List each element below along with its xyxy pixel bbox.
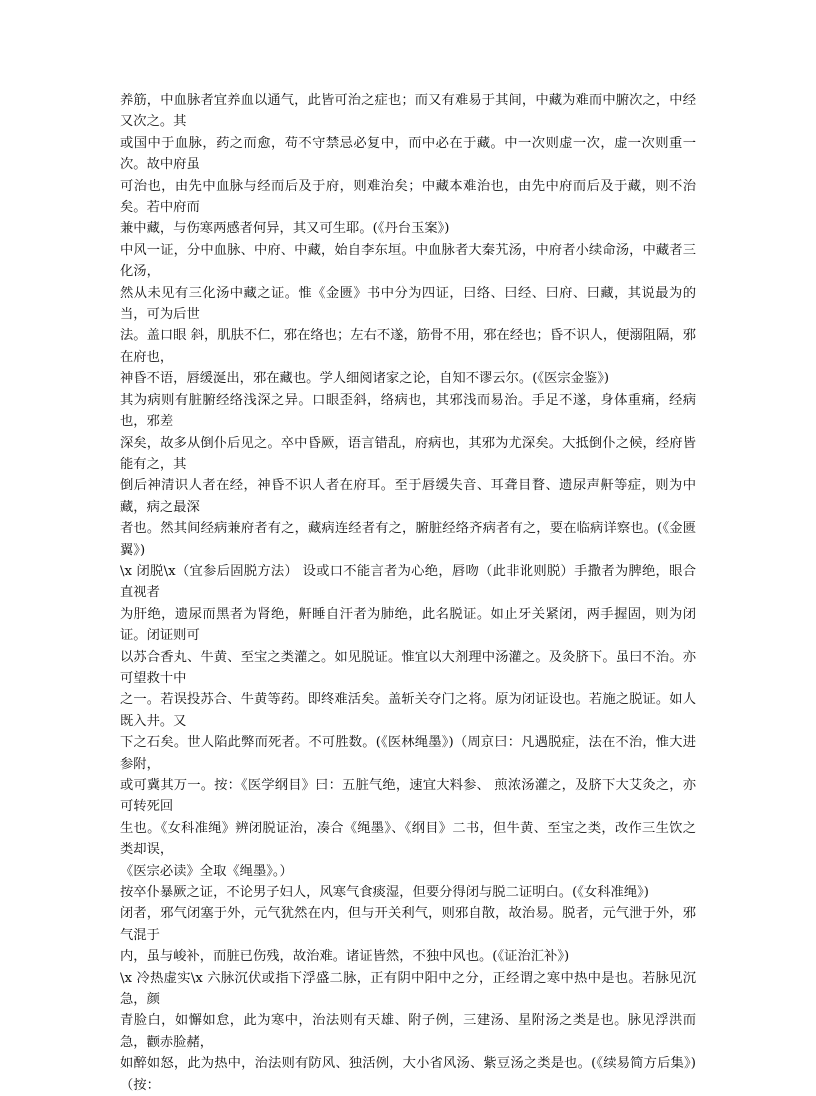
paragraph: 内，虽与峻补，而脏已伤残，故治难。诸证皆然，不独中风也。(《证治汇补》) (120, 949, 570, 965)
paragraph: 倒后神清识人者在经，神昏不识人者在府耳。至于唇缓失音、耳聋目瞀、遗尿声鼾等症，则为中藏，病之最深 (120, 478, 696, 515)
paragraph: 为肝绝，遗尿而黑者为肾绝，鼾睡自汗者为肺绝，此名脱证。如止牙关紧闭，两手握固，则为闭证。闭证则可 (120, 606, 696, 644)
paragraph: 兼中藏，与伤寒两感者何异，其又可生耶。(《丹台玉案》) (120, 221, 450, 237)
paragraph: 生也。《女科准绳》辨闭脱证治，凑合《绳墨》、《纲目》二书，但牛黄、至宝之类，改作三生饮之类却误， (120, 820, 696, 858)
paragraph: \x 闭脱\x（宜参后固脱方法） 设或口不能言者为心绝，唇吻（此非讹则脱）手撒者为脾绝，眼合直视者 (120, 563, 696, 601)
document-page (120, 90, 696, 1096)
paragraph: 按卒仆暴厥之证，不论男子妇人，风寒气食痰湿，但要分得闭与脱二证明白。(《女科准绳》) (120, 885, 649, 901)
paragraph: 法。盖口眼 斜，肌肤不仁，邪在络也；左右不遂，筋骨不用，邪在经也；昏不识人，便溺阻隔，邪在府也， (120, 328, 696, 365)
paragraph: 者也。然其间经病兼府者有之，藏病连经者有之，腑脏经络齐病者有之，要在临病详察也。(《金匮翼》) (120, 521, 696, 558)
paragraph: 或可冀其万一。按：《医学纲目》曰：五脏气绝，速宜大料参、 煎浓汤灌之，及脐下大艾灸之，亦可转死回 (120, 778, 696, 815)
paragraph: 《医宗必读》全取《绳墨》。） (120, 863, 293, 879)
paragraph: 中风一证，分中血脉、中府、中藏，始自李东垣。中血脉者大秦艽汤，中府者小续命汤，中藏者三化汤， (120, 242, 696, 280)
paragraph: 或国中于血脉，药之而愈，苟不守禁忌必复中，而中必在于藏。中一次则虚一次，虚一次则重一次。故中府虽 (120, 135, 696, 173)
paragraph: 深矣，故多从倒仆后见之。卒中昏厥，语言错乱，府病也，其邪为尤深矣。大抵倒仆之候，经府皆能有之，其 (120, 435, 696, 472)
paragraph: 可治也，由先中血脉与经而后及于府，则难治矣；中藏本难治也，由先中府而后及于藏，则不治矣。若中府而 (120, 178, 696, 216)
paragraph: 之一。若误投苏合、牛黄等药。即终难活矣。盖斩关夺门之将。原为闭证设也。若施之脱证。如人既入井。又 (120, 692, 696, 729)
paragraph: 如醉如怒，此为热中，治法则有防风、独活例，大小省风汤、紫豆汤之类是也。(《续易简方后集》)（按： (120, 1056, 696, 1093)
paragraph: \x 冷热虚实\x 六脉沉伏或指下浮盛二脉，正有阴中阳中之分，正经谓之寒中热中是也。若脉见沉急，颜 (120, 970, 696, 1008)
paragraph: 青脸白，如懈如怠，此为寒中，治法则有天雄、附子例，三建汤、星附汤之类是也。脉见浮洪而急，颧赤脸赭， (120, 1013, 696, 1050)
paragraph: 养筋，中血脉者宜养血以通气，此皆可治之症也；而又有难易于其间，中藏为难而中腑次之，中经又次之。其 (120, 93, 696, 130)
paragraph: 其为病则有脏腑经络浅深之异。口眼歪斜，络病也，其邪浅而易治。手足不遂，身体重痛，经病也，邪差 (120, 392, 696, 430)
paragraph: 闭者，邪气闭塞于外，元气犹然在内，但与开关利气，则邪自散，故治易。脱者，元气泄于外，邪气混于 (120, 906, 696, 943)
paragraph: 下之石矣。世人陷此弊而死者。不可胜数。(《医林绳墨》)（周京曰：凡遇脱症，法在不治，惟大进参附， (120, 735, 696, 772)
paragraph: 神昏不语，唇缓涎出，邪在藏也。学人细阅诸家之论，自知不谬云尔。(《医宗金鉴》) (120, 371, 610, 387)
paragraph: 以苏合香丸、牛黄、至宝之类灌之。如见脱证。惟宜以大剂理中汤灌之。及灸脐下。虽曰不治。亦可望救十中 (120, 649, 696, 686)
paragraph: 然从未见有三化汤中藏之证。惟《金匮》书中分为四证，曰络、曰经、曰府、曰藏，其说最为的当，可为后世 (120, 285, 696, 323)
